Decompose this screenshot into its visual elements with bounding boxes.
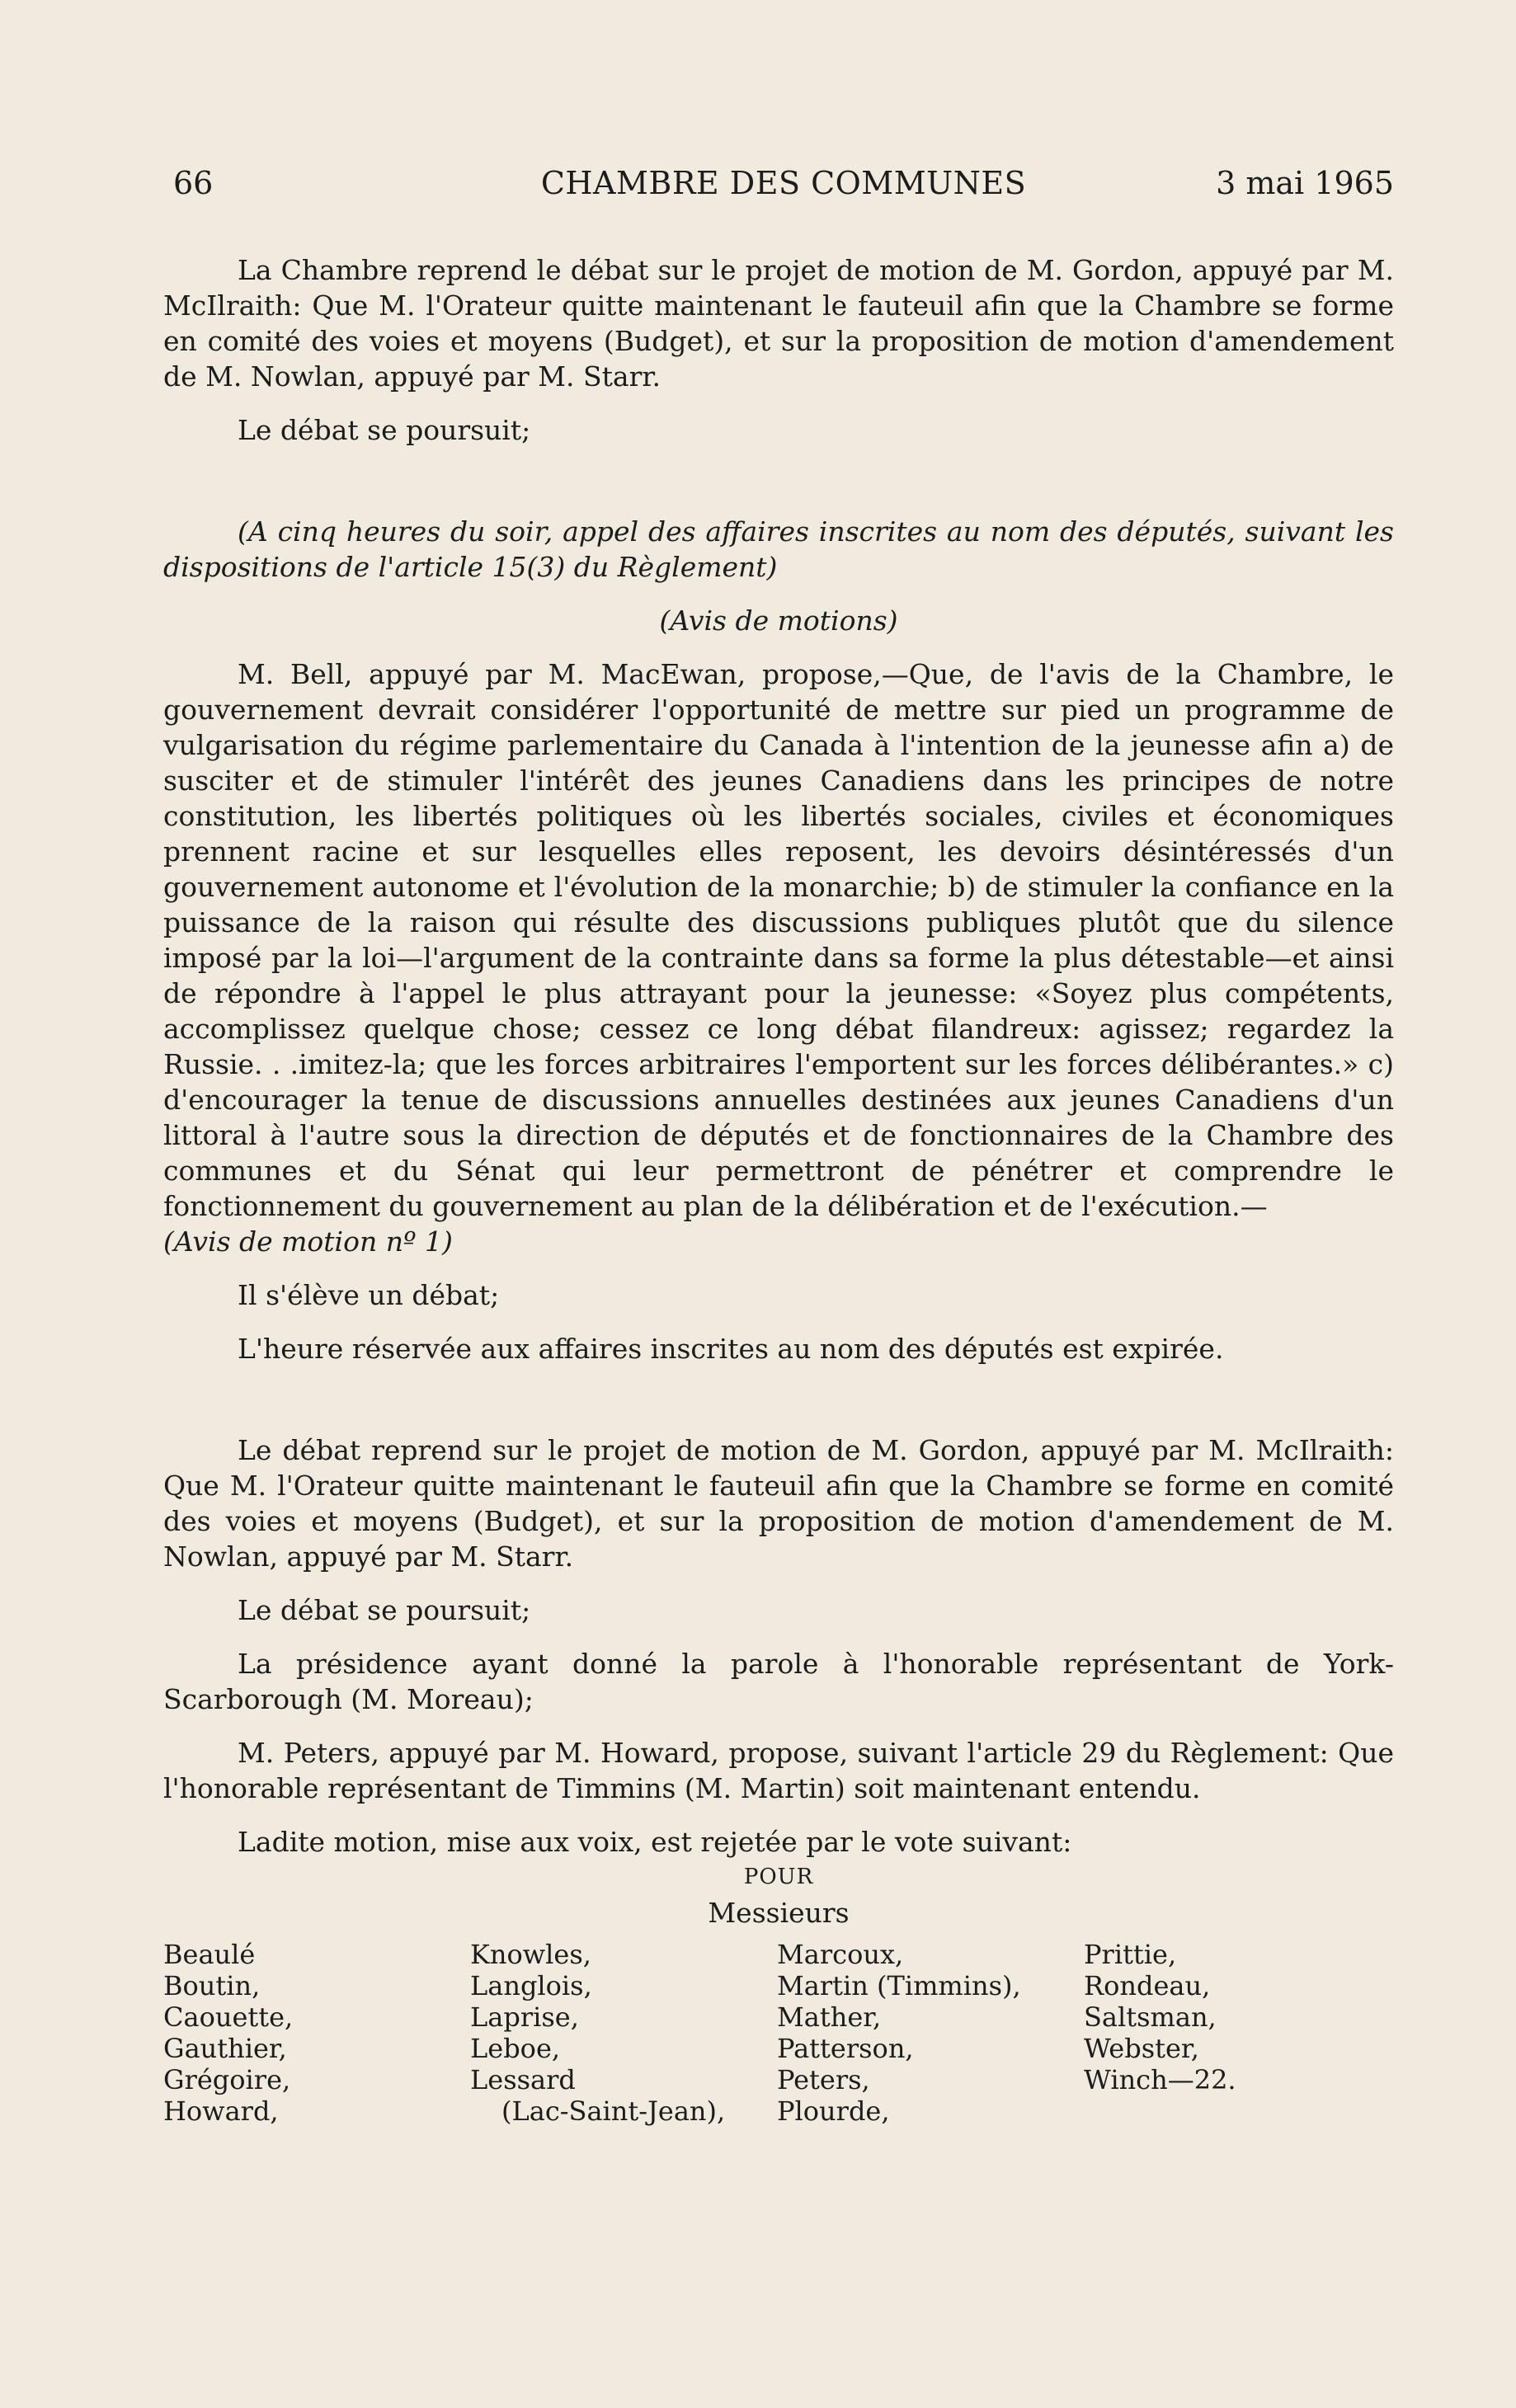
member-name: Webster, (1084, 2033, 1199, 2064)
page-date: 3 mai 1965 (1216, 165, 1394, 201)
section-heading-notices: (Avis de motions) (659, 604, 898, 637)
member-name: Laprise, (470, 2001, 579, 2033)
member-name: Gauthier, (163, 2033, 287, 2064)
paragraph-motion-bell: M. Bell, appuyé par M. MacEwan, propose,—Que, de l'avis de la Chambre, le gouvernement devrait considérer l'opportunité de mettre sur pied un programme de vulgarisation du régime parlementaire du Canada à l'intention de la jeunesse afin a) de susciter et de stimuler l'intérêt des jeunes Canadiens dans les principes de notre constitution, les libertés politiques où les libertés sociales, civiles et économiques prennent racine et sur lesquelles elles reposent, les devoirs désintéressés d'un gouvernement autonome et l'évolution de la monarchie; b) de stimuler la confiance en la puissance de la raison qui résulte des discussions publiques plutôt que du silence imposé par la loi—l'argument de la contrainte dans sa forme la plus détestable—et ainsi de répondre à l'appel le plus attrayant pour la jeunesse: «Soyez plus compétents, accomplissez quelque chose; cessez ce long débat filandreux: agissez; regardez la Russie. . .imitez-la; que les forces arbitraires l'emportent sur les forces délibérantes.» c) d'encourager la tenue de discussions annuelles destinées aux jeunes Canadiens d'un littoral à l'autre sous la direction de députés et de fonctionnaires de la Chambre des communes et du Sénat qui leur permettront de pénétrer et comprendre le fonctionnement du gouvernement au plan de la délibération et de l'exécution.— (163, 658, 1394, 1222)
member-name: Prittie, (1084, 1939, 1177, 1970)
names-column-1 (163, 1939, 470, 2127)
names-column-2 (470, 1939, 777, 2127)
vote-names-grid (163, 1939, 1394, 2127)
member-name: Beaulé (163, 1939, 256, 1970)
member-name: (Lac-Saint-Jean), (501, 2095, 726, 2127)
vote-subheading: Messieurs (708, 1897, 850, 1929)
member-name: Martin (Timmins), (777, 1970, 1021, 2001)
page-header (173, 165, 1394, 211)
paragraph-debate-arises: Il s'élève un débat; (238, 1279, 500, 1311)
paragraph-hour-expired: L'heure réservée aux affaires inscrites au nom des députés est expirée. (238, 1333, 1224, 1365)
member-name: Langlois, (470, 1970, 592, 2001)
member-name: Patterson, (777, 2033, 914, 2064)
member-name: Mather, (777, 2001, 882, 2033)
paragraph-floor-given: La présidence ayant donné la parole à l'honorable représentant de York-Scarborough (M. Moreau); (163, 1648, 1394, 1715)
member-name: Knowles, (470, 1939, 591, 1970)
names-column-3 (777, 1939, 1084, 2127)
member-name: Caouette, (163, 2001, 294, 2033)
member-name: Peters, (777, 2064, 870, 2095)
member-name: Boutin, (163, 1970, 261, 2001)
paragraph-debate-continues-2: Le débat se poursuit; (238, 1594, 531, 1626)
member-name: Leboe, (470, 2033, 561, 2064)
motion-note: (Avis de motion nº 1) (163, 1225, 453, 1258)
page-body (163, 252, 1394, 2127)
member-name: Winch—22. (1084, 2064, 1236, 2095)
paragraph-debate-resumes: La Chambre reprend le débat sur le projet de motion de M. Gordon, appuyé par M. McIlraith: Que M. l'Orateur quitte maintenant le fauteuil afin que la Chambre se forme en comité des voies et moyens (Budget), et sur la proposition de motion d'amendement de M. Nowlan, appuyé par M. Starr. (163, 254, 1394, 393)
member-name: Rondeau, (1084, 1970, 1211, 2001)
page-title: CHAMBRE DES COMMUNES (540, 165, 1027, 201)
paragraph-motion-peters: M. Peters, appuyé par M. Howard, propose, suivant l'article 29 du Règlement: Que l'honorable représentant de Timmins (M. Martin) soit maintenant entendu. (163, 1737, 1394, 1804)
member-name: Saltsman, (1084, 2001, 1217, 2033)
paragraph-vote-result: Ladite motion, mise aux voix, est rejetée par le vote suivant: (238, 1826, 1072, 1858)
member-name: Howard, (163, 2095, 279, 2127)
member-name: Plourde, (777, 2095, 890, 2127)
member-name: Marcoux, (777, 1939, 904, 1970)
paragraph-debate-continues: Le débat se poursuit; (238, 414, 531, 446)
member-name: Grégoire, (163, 2064, 291, 2095)
paragraph-private-members-hour: (A cinq heures du soir, appel des affaires inscrites au nom des députés, suivant les dispositions de l'article 15(3) du Règlement) (163, 515, 1394, 583)
paragraph-debate-resumes-again: Le débat reprend sur le projet de motion de M. Gordon, appuyé par M. McIlraith: Que M. l'Orateur quitte maintenant le fauteuil afin que la Chambre se forme en comité des voies et moyens (Budget), et sur la proposition de motion d'amendement de M. Nowlan, appuyé par M. Starr. (163, 1434, 1394, 1573)
names-column-4 (1084, 1939, 1394, 2127)
vote-heading: POUR (743, 1865, 814, 1889)
member-name: Lessard (470, 2064, 576, 2095)
page-number: 66 (173, 165, 214, 201)
